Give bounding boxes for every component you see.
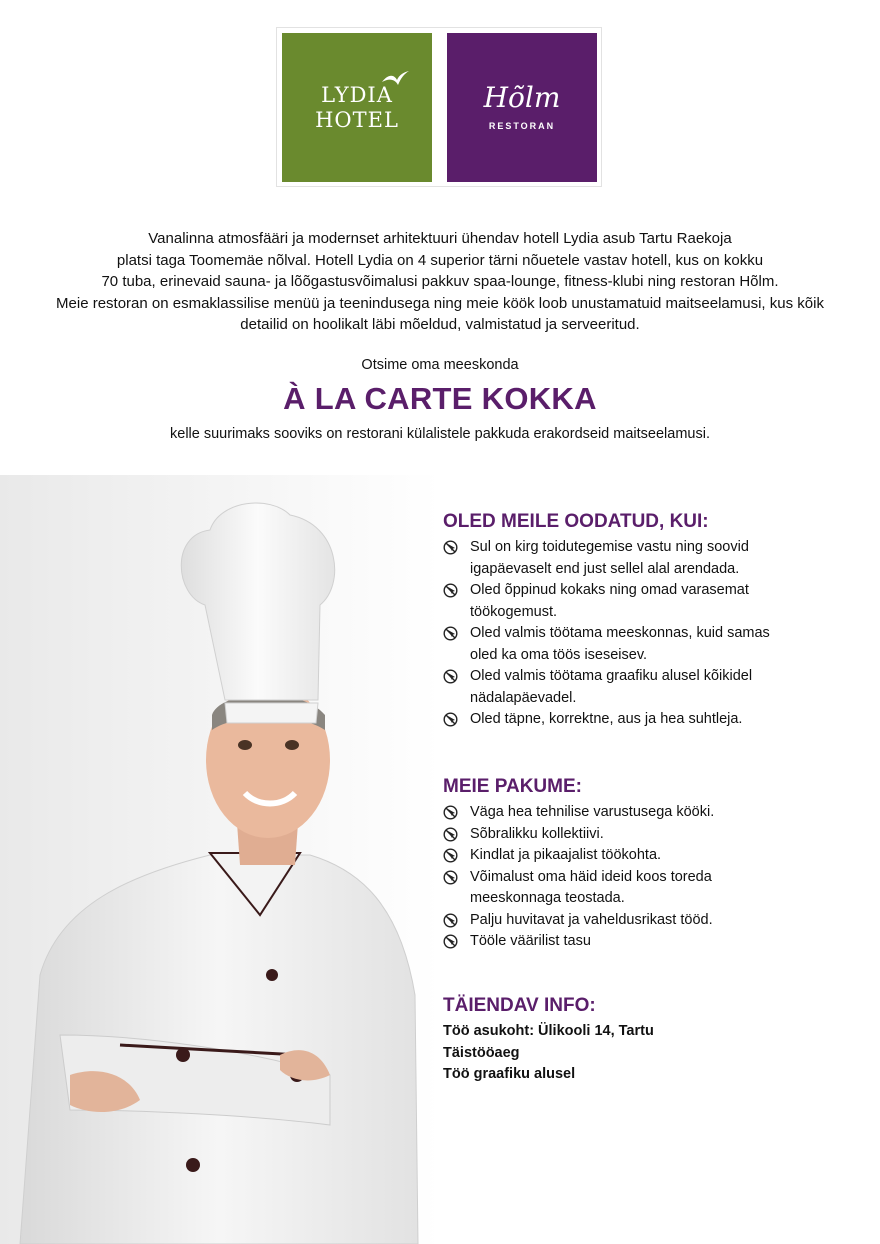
no-pointer-icon xyxy=(443,669,458,684)
no-pointer-icon xyxy=(443,870,458,885)
offer-heading: MEIE PAKUME: xyxy=(443,776,582,797)
list-item-line: Väga hea tehnilise varustusega kööki. xyxy=(470,804,715,820)
no-pointer-icon xyxy=(443,827,458,842)
intro-line: 70 tuba, erinevaid sauna- ja lõõgastusvõimalusi pakkuv spaa-lounge, fitness-klubi ning restoran Hõlm. xyxy=(101,273,779,290)
info-section xyxy=(443,995,863,1086)
no-pointer-icon xyxy=(443,848,458,863)
list-item-line: Oled valmis töötama meeskonnas, kuid samas xyxy=(470,625,770,641)
list-item xyxy=(443,802,863,824)
list-item-line: Võimalust oma häid ideid koos toreda xyxy=(470,868,712,885)
list-item-line: nädalapäevadel. xyxy=(470,689,577,706)
list-item-line: Sõbralikku kollektiivi. xyxy=(470,825,604,842)
lydia-hotel-logo xyxy=(282,33,432,182)
logo-block xyxy=(276,27,602,187)
offer-list xyxy=(443,802,863,953)
offer-section xyxy=(443,776,863,953)
no-pointer-icon xyxy=(443,805,458,820)
info-heading: TÄIENDAV INFO: xyxy=(443,995,596,1016)
holm-restoran-logo xyxy=(447,33,597,182)
list-item-line: Oled täpne, korrektne, aus ja hea suhtleja. xyxy=(470,711,743,727)
logo-restaurant-name: Hõlm xyxy=(483,81,561,114)
requirements-section xyxy=(443,511,863,731)
intro-line: Vanalinna atmosfääri ja modernset arhitektuuri ühendav hotell Lydia asub Tartu Raekoja xyxy=(148,230,732,247)
list-item xyxy=(443,845,863,867)
seek-text: Otsime oma meeskonda xyxy=(361,357,519,373)
list-item-line: igapäevaselt end just sellel alal arendada. xyxy=(470,560,740,577)
info-schedule: Töö graafiku alusel xyxy=(443,1066,576,1082)
list-item-line: töökogemust. xyxy=(470,603,558,620)
list-item-line: Oled valmis töötama graafiku alusel kõikidel xyxy=(470,668,753,684)
list-item xyxy=(443,910,863,932)
info-location: Töö asukoht: Ülikooli 14, Tartu xyxy=(443,1023,654,1039)
job-title: À LA CARTE KOKKA xyxy=(283,381,597,416)
list-item xyxy=(443,931,863,953)
list-item-line: Sul on kirg toidutegemise vastu ning soovid xyxy=(470,539,749,555)
no-pointer-icon xyxy=(443,583,458,598)
list-item xyxy=(443,709,863,731)
intro-line: platsi taga Toomemäe nõlval. Hotell Lydia on 4 superior tärni nõuetele vastav hotell, kus on kokku xyxy=(116,251,764,269)
logo-hotel-line2: HOTEL xyxy=(315,108,399,132)
list-item xyxy=(443,580,863,623)
list-item xyxy=(443,623,863,666)
chef-photo xyxy=(0,475,440,1244)
info-worktime: Täistööaeg xyxy=(443,1044,520,1061)
requirements-list xyxy=(443,537,863,731)
logo-hotel-line1: LYDIA xyxy=(321,83,393,107)
list-item xyxy=(443,824,863,846)
intro-line: Meie restoran on esmaklassilise menüü ja teenindusega ning meie köök loob unustamatuid maitseelamusi, kus kõik xyxy=(56,294,824,312)
list-item-line: Palju huvitavat ja vaheldusrikast tööd. xyxy=(470,911,713,928)
list-item xyxy=(443,867,863,910)
list-item xyxy=(443,666,863,709)
job-subtitle: kelle suurimaks sooviks on restorani külalistele pakkuda erakordseid maitseelamusi. xyxy=(170,426,710,442)
logo-restaurant-sub: RESTORAN xyxy=(488,121,556,131)
list-item-line: Tööle väärilist tasu xyxy=(470,933,591,949)
intro-paragraph xyxy=(20,228,860,336)
list-item-line: meeskonnaga teostada. xyxy=(470,890,625,906)
no-pointer-icon xyxy=(443,712,458,727)
list-item-line: oled ka oma töös iseseisev. xyxy=(470,646,648,663)
no-pointer-icon xyxy=(443,626,458,641)
intro-line: detailid on hoolikalt läbi mõeldud, valmistatud ja serveeritud. xyxy=(240,316,640,333)
list-item xyxy=(443,537,863,580)
requirements-heading: OLED MEILE OODATUD, KUI: xyxy=(443,511,709,532)
list-item-line: Oled õppinud kokaks ning omad varasemat xyxy=(470,582,749,598)
no-pointer-icon xyxy=(443,913,458,928)
list-item-line: Kindlat ja pikaajalist töökohta. xyxy=(470,847,662,863)
lydia-hotel-wordmark xyxy=(282,83,432,133)
no-pointer-icon xyxy=(443,540,458,555)
no-pointer-icon xyxy=(443,934,458,949)
